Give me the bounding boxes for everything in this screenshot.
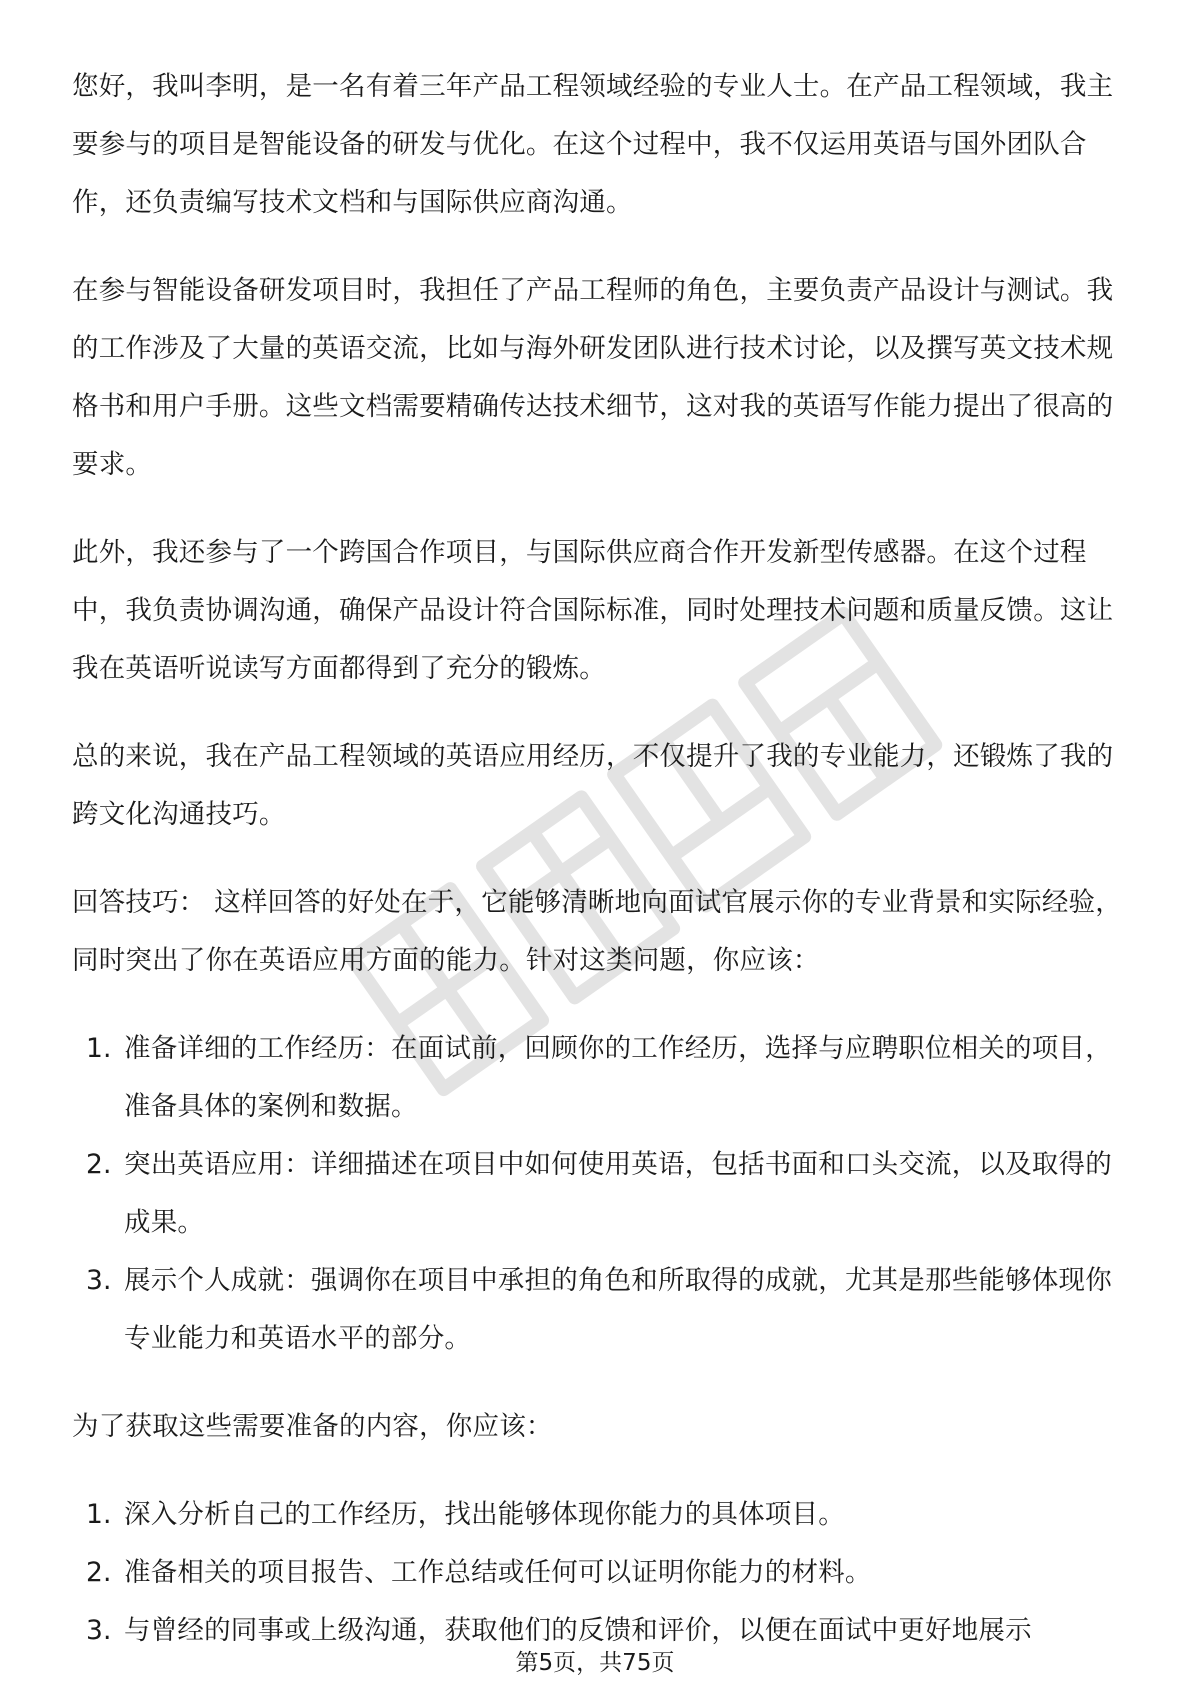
list-item-text: 准备详细的工作经历：在面试前，回顾你的工作经历，选择与应聘职位相关的项目，准备具体的案例和数据。 <box>124 1033 1112 1122</box>
list-item-text: 展示个人成就：强调你在项目中承担的角色和所取得的成就，尤其是那些能够体现你专业能力和英语水平的部分。 <box>124 1265 1112 1354</box>
paragraph-project-role: 在参与智能设备研发项目时，我担任了产品工程师的角色，主要负责产品设计与测试。我的工作涉及了大量的英语交流，比如与海外研发团队进行技术讨论，以及撰写英文技术规格书和用户手册。这些文档需要精确传达技术细节，这对我的英语写作能力提出了很高的要求。 <box>72 275 1114 480</box>
list-item-text: 突出英语应用：详细描述在项目中如何使用英语，包括书面和口头交流，以及取得的成果。 <box>124 1149 1112 1238</box>
page-footer: 第5页，共75页 <box>515 1650 675 1676</box>
list-number: 2. <box>86 1149 112 1180</box>
list-item <box>72 1020 1122 1136</box>
list-number: 2. <box>86 1557 112 1588</box>
list-item <box>72 1486 1122 1544</box>
prepare-list <box>72 1486 1122 1660</box>
paragraph-intro: 您好，我叫李明，是一名有着三年产品工程领域经验的专业人士。在产品工程领域，我主要参与的项目是智能设备的研发与优化。在这个过程中，我不仅运用英语与国外团队合作，还负责编写技术文档和与国际供应商沟通。 <box>72 71 1114 218</box>
list-item-text: 准备相关的项目报告、工作总结或任何可以证明你能力的材料。 <box>124 1557 872 1588</box>
tips-list <box>72 1020 1122 1368</box>
paragraph-prepare-intro: 为了获取这些需要准备的内容，你应该： <box>72 1411 553 1442</box>
list-number: 3. <box>86 1615 112 1646</box>
list-item-text: 深入分析自己的工作经历，找出能够体现你能力的具体项目。 <box>124 1499 845 1530</box>
list-item-text: 与曾经的同事或上级沟通，获取他们的反馈和评价，以便在面试中更好地展示 <box>124 1615 1032 1646</box>
document-body <box>72 58 1122 1690</box>
list-number: 1. <box>86 1499 112 1530</box>
list-item <box>72 1136 1122 1252</box>
list-number: 3. <box>86 1265 112 1296</box>
list-item <box>72 1252 1122 1368</box>
list-item <box>72 1544 1122 1602</box>
paragraph-summary: 总的来说，我在产品工程领域的英语应用经历，不仅提升了我的专业能力，还锻炼了我的跨文化沟通技巧。 <box>72 741 1114 830</box>
paragraph-cross-border: 此外，我还参与了一个跨国合作项目，与国际供应商合作开发新型传感器。在这个过程中，我负责协调沟通，确保产品设计符合国际标准，同时处理技术问题和质量反馈。这让我在英语听说读写方面都得到了充分的锻炼。 <box>72 537 1114 684</box>
paragraph-answer-tips: 回答技巧： 这样回答的好处在于，它能够清晰地向面试官展示你的专业背景和实际经验，同时突出了你在英语应用方面的能力。针对这类问题，你应该： <box>72 887 1122 976</box>
list-number: 1. <box>86 1033 112 1064</box>
